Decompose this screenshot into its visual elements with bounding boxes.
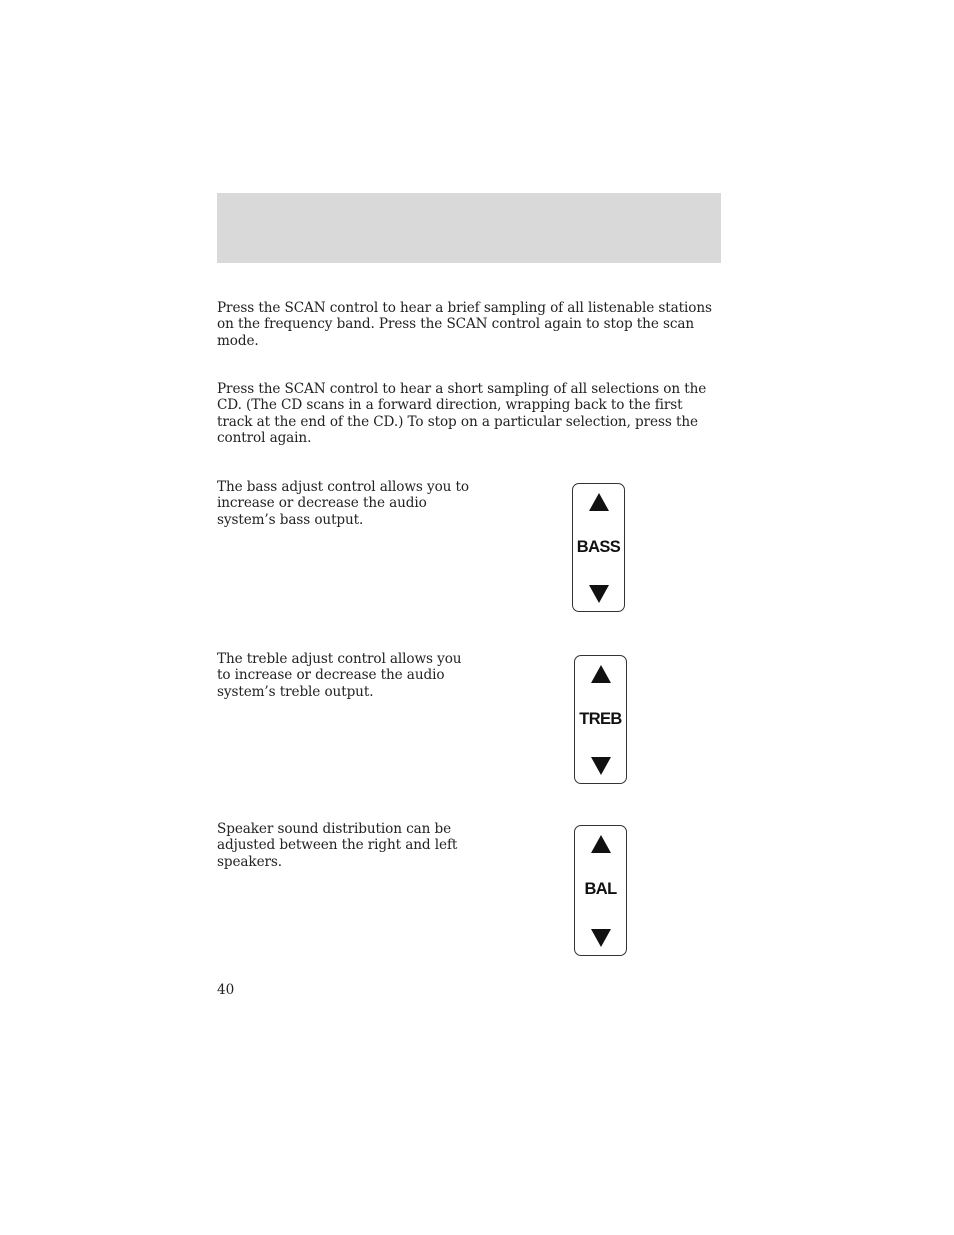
cd-scan-paragraph: Press the SCAN control to hear a short sampling of all selections on the CD. (The CD scans in a forward direction, wrapping back to the first track at the end of the CD.) To stop on a particular selection, press the control again. (217, 381, 707, 446)
balance-control[interactable] (574, 825, 627, 956)
treble-control[interactable] (574, 655, 627, 784)
treble-up-arrow-icon[interactable] (591, 665, 611, 683)
balance-paragraph: Speaker sound distribution can be adjusted between the right and left speakers. (217, 821, 458, 870)
bass-up-arrow-icon[interactable] (589, 493, 609, 511)
bass-down-arrow-icon[interactable] (589, 585, 609, 603)
section-header-band (217, 193, 721, 263)
treble-paragraph: The treble adjust control allows you to increase or decrease the audio system’s treble output. (217, 651, 462, 700)
balance-label: BAL (584, 880, 617, 898)
radio-scan-paragraph: Press the SCAN control to hear a brief sampling of all listenable stations on the frequency band. Press the SCAN control again to stop the scan mode. (217, 300, 712, 349)
treble-down-arrow-icon[interactable] (591, 757, 611, 775)
balance-up-arrow-icon[interactable] (591, 835, 611, 853)
bass-control[interactable] (572, 483, 625, 612)
balance-down-arrow-icon[interactable] (591, 929, 611, 947)
treble-label: TREB (579, 710, 622, 728)
bass-label: BASS (576, 538, 621, 556)
bass-paragraph: The bass adjust control allows you to increase or decrease the audio system’s bass output. (217, 479, 469, 528)
page-number: 40 (217, 982, 235, 998)
